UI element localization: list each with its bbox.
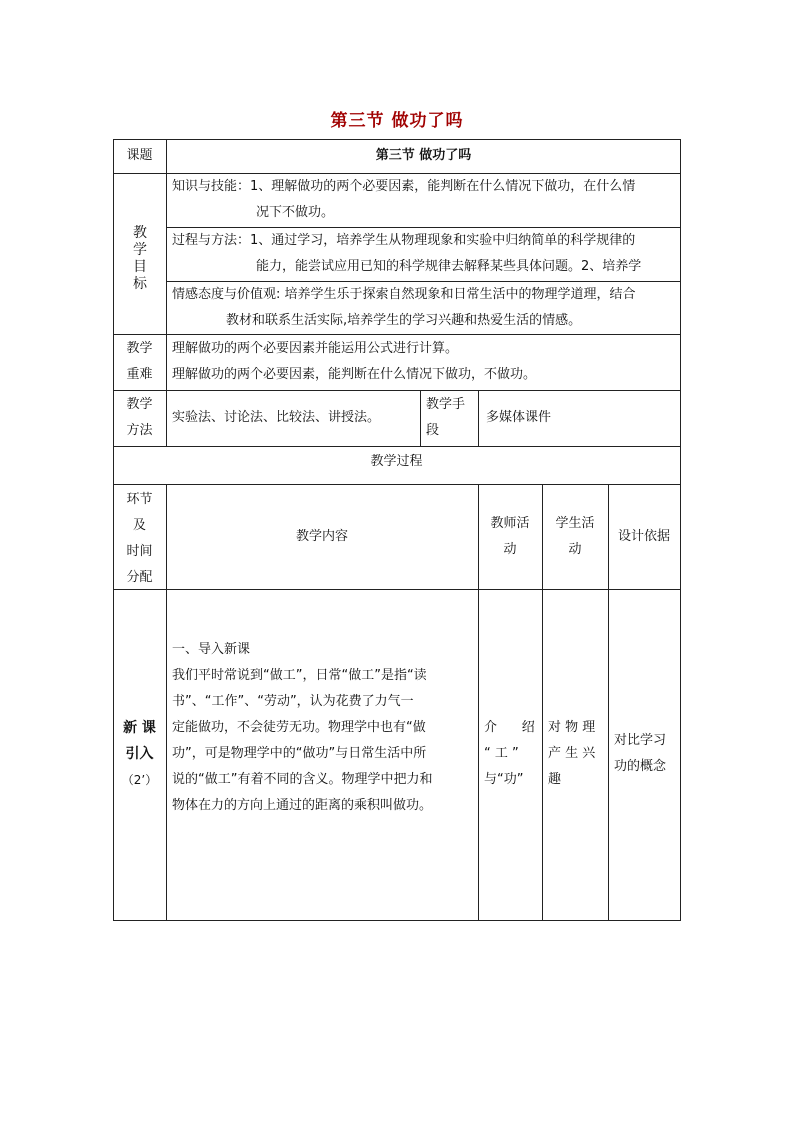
key-points-label: 教学 重难 [126, 341, 153, 382]
col-teacher: 教师活 动 [490, 516, 530, 557]
key-points-content: 理解做功的两个必要因素并能运用公式进行计算。 理解做功的两个必要因素，能判断在什么情况下做功，不做功。 [172, 341, 537, 382]
objectives-label: 教 学 目 标 [133, 225, 147, 292]
col-basis: 设计依据 [617, 529, 670, 544]
page-title: 第三节 做功了吗 [330, 111, 464, 131]
objective-emotion: 情感态度与价值观: 培养学生乐于探索自然现象和日常生活中的物理学道理，结合 教材和联系生活实际,培养学生的学习兴趣和热爱生活的情感。 [172, 287, 636, 328]
objective-knowledge: 知识与技能：1、理解做功的两个必要因素，能判断在什么情况下做功，在什么情 况下不做功。 [172, 179, 636, 220]
header-value: 第三节 做功了吗 [375, 148, 472, 163]
means-value: 多媒体课件 [486, 410, 552, 425]
methods-label: 教学 方法 [126, 397, 153, 438]
header-label: 课题 [126, 148, 153, 163]
objective-process: 过程与方法：1、通过学习，培养学生从物理现象和实验中归纳简单的科学规律的 能力，能尝试应用已知的科学规律去解释某些具体问题。2、培养学 [172, 233, 642, 274]
col-student: 学生活 动 [555, 516, 595, 557]
row1-section: 新 课 引入 （2’） [121, 720, 158, 787]
row1-content: 一、导入新课 我们平时常说到“做工”，日常“做工”是指“读 书”、“工作”、“劳动”，认为花费了力气一 定能做功，不会徒劳无功。物理学中也有“做 功”，可是物理学中的“做功”与日常生活中所 说的“做工”有着不同的含义。物理学中把力和 物体在力的方向上通过的距离的乘积叫做功。 [172, 642, 433, 813]
process-heading: 教学过程 [370, 454, 423, 469]
row1-student: 对 物 理 产 生 兴 趣 [548, 720, 596, 787]
col-section: 环节 及 时间 分配 [126, 492, 153, 585]
row1-teacher: 介 绍 “ 工 ” 与“功” [484, 720, 535, 787]
methods-value: 实验法、讨论法、比较法、讲授法。 [172, 410, 381, 425]
row1-basis: 对比学习 功的概念 [614, 733, 667, 774]
col-content: 教学内容 [295, 529, 348, 544]
means-label: 教学手 段 [426, 397, 466, 438]
